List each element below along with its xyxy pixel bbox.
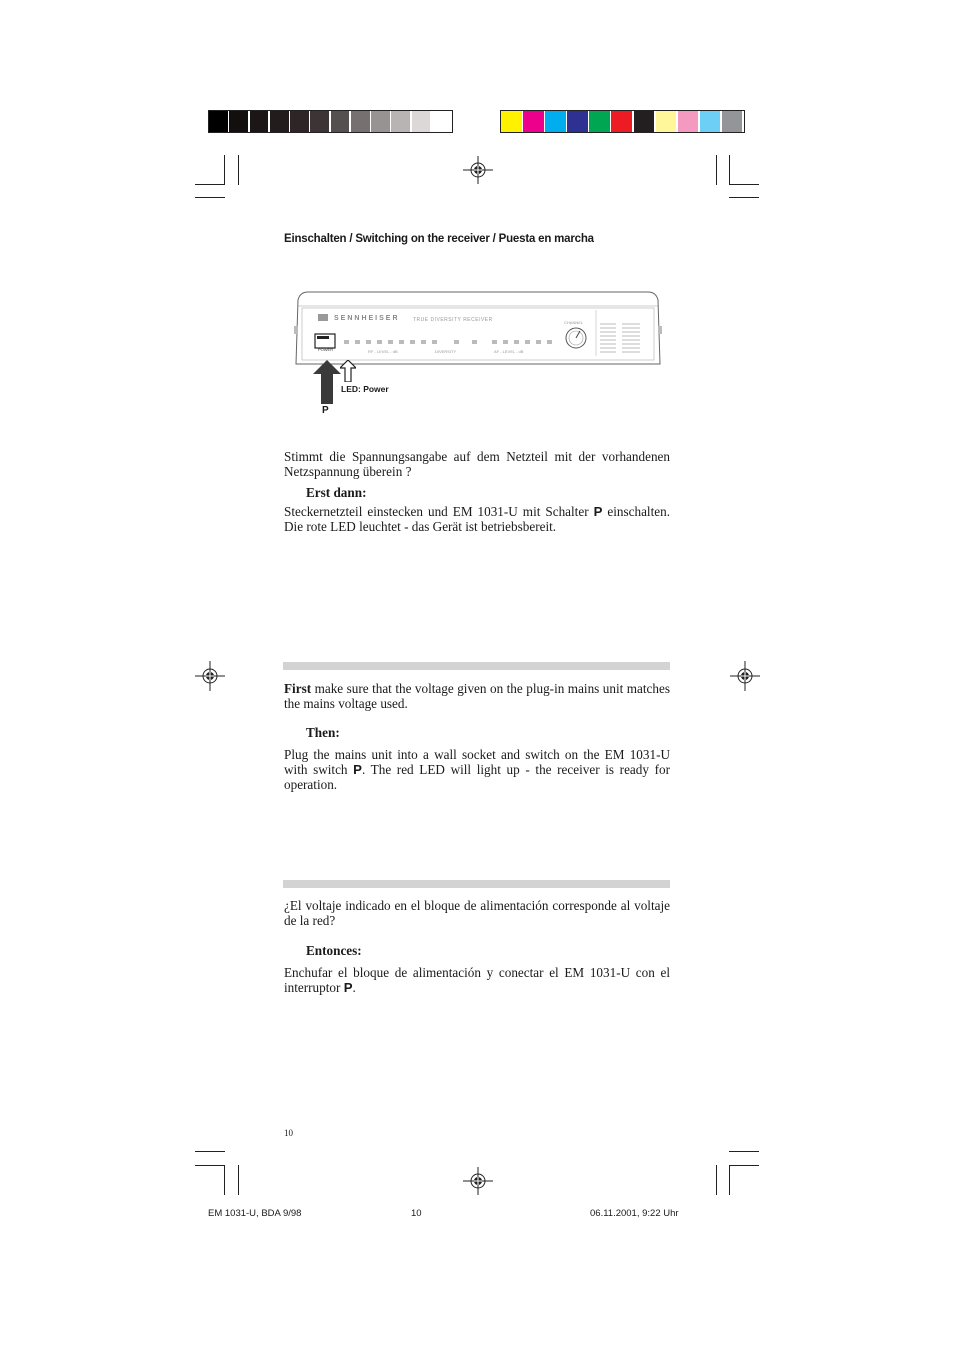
page-number: 10 [284, 1128, 293, 1138]
diversity-label: DIVERSITY [435, 349, 457, 354]
gray-swatch [290, 111, 309, 132]
registration-mark-icon [195, 661, 225, 691]
gray-swatch [310, 111, 329, 132]
switch-p-ref: P [343, 980, 353, 995]
crop-mark [729, 1165, 759, 1166]
arrow-up-icon [313, 360, 341, 404]
gray-step-bar [208, 110, 453, 133]
spanish-paragraph-2 [284, 965, 670, 995]
gray-swatch [229, 111, 248, 132]
power-label: POWER [318, 347, 334, 352]
gray-swatch [412, 111, 431, 132]
channel-label: CHANNEL [564, 320, 584, 325]
gray-swatch [270, 111, 289, 132]
crop-mark [729, 197, 759, 198]
crop-mark [729, 1151, 759, 1152]
spanish-paragraph-1: ¿El voltaje indicado en el bloque de alimentación corresponde al voltaje de la red? [284, 898, 670, 928]
color-swatch [700, 111, 721, 132]
footer-left: EM 1031-U, BDA 9/98 [208, 1208, 302, 1219]
crop-mark [716, 155, 717, 185]
af-level-label: AF - LEVEL - dB [494, 349, 524, 354]
color-swatch [589, 111, 610, 132]
receiver-front-panel [294, 290, 662, 366]
footer-center: 10 [411, 1208, 422, 1219]
process-color-bar [500, 110, 745, 133]
section-divider [283, 662, 670, 670]
model-label: TRUE DIVERSITY RECEIVER [413, 317, 493, 323]
crop-mark [195, 184, 225, 185]
switch-p-ref: P [353, 762, 362, 777]
english-p2-text-b: . The red LED will light up - the receiver is ready for operation. [284, 762, 670, 792]
color-swatch [545, 111, 566, 132]
color-swatch [501, 111, 522, 132]
gray-swatch [331, 111, 350, 132]
color-swatch [611, 111, 632, 132]
registration-mark-icon [463, 1167, 493, 1195]
color-swatch [523, 111, 544, 132]
spanish-then-label: Entonces: [306, 943, 362, 958]
german-p2-text-a: Steckernetzteil einstecken und EM 1031-U mit Schalter [284, 504, 594, 519]
color-swatch [656, 111, 677, 132]
crop-mark [729, 1165, 730, 1195]
english-paragraph-1 [284, 681, 670, 711]
color-swatch [722, 111, 743, 132]
gray-swatch [432, 111, 451, 132]
crop-mark [224, 155, 225, 185]
english-paragraph-2 [284, 747, 670, 792]
gray-swatch [209, 111, 228, 132]
german-paragraph-1: Stimmt die Spannungsangabe auf dem Netzteil mit der vorhandenen Netzspannung überein ? [284, 449, 670, 479]
gray-swatch [371, 111, 390, 132]
english-p1-text: make sure that the voltage given on the plug-in mains unit matches the mains voltage used. [284, 681, 670, 711]
color-swatch [567, 111, 588, 132]
color-swatch [634, 111, 655, 132]
switch-p-label: P [322, 405, 329, 416]
section-heading: Einschalten / Switching on the receiver / Puesta en marcha [284, 233, 594, 245]
english-then-label: Then: [306, 725, 340, 740]
registration-mark-icon [463, 156, 493, 184]
gray-swatch [351, 111, 370, 132]
spanish-p2-text-b: . [352, 980, 356, 995]
crop-mark [224, 1165, 225, 1195]
german-p2-text-b: einschalten. Die rote LED leuchtet - das Gerät ist betriebsbereit. [284, 504, 670, 534]
german-paragraph-2 [284, 504, 670, 534]
crop-mark [729, 155, 730, 185]
rf-level-label: RF - LEVEL - dB [368, 349, 398, 354]
english-p2-text-a: Plug the mains unit into a wall socket and switch on the EM 1031-U with switch [284, 747, 670, 777]
arrow-up-icon [340, 360, 356, 382]
crop-mark [238, 1165, 239, 1195]
brand-logo: SENNHEISER [334, 315, 400, 322]
gray-swatch [250, 111, 269, 132]
german-then-label: Erst dann: [306, 485, 367, 500]
spanish-p2-text-a: Enchufar el bloque de alimentación y conectar el EM 1031-U con el interruptor [284, 965, 670, 995]
crop-mark [716, 1165, 717, 1195]
crop-mark [729, 184, 759, 185]
switch-p-ref: P [593, 504, 603, 519]
footer-right: 06.11.2001, 9:22 Uhr [590, 1208, 679, 1219]
english-first-word: First [284, 681, 312, 696]
crop-mark [195, 1151, 225, 1152]
section-divider [283, 880, 670, 888]
led-power-label: LED: Power [341, 384, 389, 394]
color-swatch [678, 111, 699, 132]
registration-mark-icon [730, 661, 760, 691]
crop-mark [238, 155, 239, 185]
gray-swatch [391, 111, 410, 132]
crop-mark [195, 197, 225, 198]
receiver-drawing [294, 290, 662, 366]
crop-mark [195, 1165, 225, 1166]
